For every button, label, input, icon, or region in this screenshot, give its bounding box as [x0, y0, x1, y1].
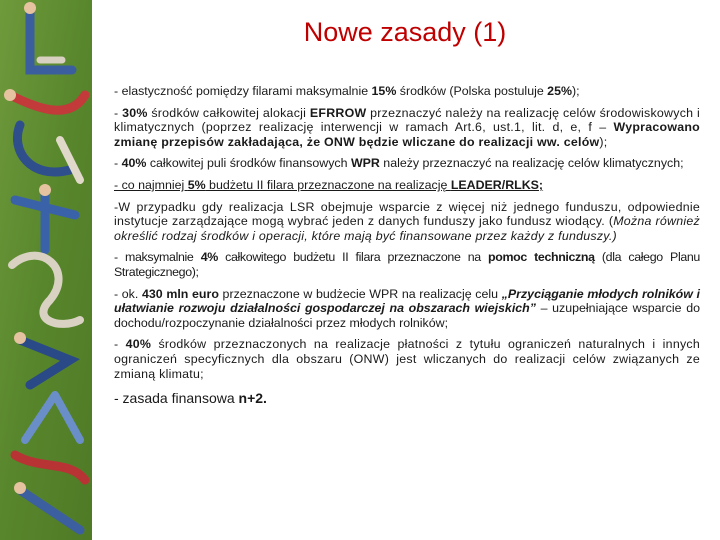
text-bold: LEADER/RLKS;	[450, 177, 544, 192]
text: przeznaczone w budżecie WPR na realizację celu	[218, 286, 502, 301]
paragraph-leader	[114, 178, 700, 193]
slide-content	[114, 84, 700, 413]
text: -	[114, 156, 122, 171]
text: – uzupełniające wsparcie do dochodu/rozpoczynanie działalności przez młodych rolników;	[114, 301, 700, 330]
text-bold: 40%	[125, 337, 152, 352]
grass-letters-illustration	[0, 0, 92, 540]
text: -W przypadku gdy realizacja LSR obejmuje wsparcie z więcej niż jednego funduszu, odpowiednie instytucje zarządzające mogą wybrać jeden z danych funduszy jako fundusz wiodący. (	[114, 199, 700, 229]
text-bold: Wypracowano zmianę przepisów zakładająca, że ONW będzie wliczane do realizacji ww. celów	[114, 120, 700, 149]
text: - elastyczność pomiędzy filarami maksymalnie	[114, 84, 372, 98]
text-bold: 4%	[200, 250, 218, 265]
slide-title: Nowe zasady (1)	[303, 17, 507, 47]
text-bold: 5%	[187, 177, 206, 192]
paragraph-lsr	[114, 200, 700, 244]
text: środków całkowitej alokacji	[147, 105, 310, 120]
text: środków (Polska postuluje	[396, 84, 548, 98]
text: należy przeznaczyć na realizację celów klimatycznych;	[379, 156, 684, 171]
text: całkowitego budżetu II filara przeznaczone na	[217, 250, 489, 265]
paragraph-technical-assistance	[114, 250, 700, 279]
text: -	[114, 105, 123, 120]
text: całkowitej puli środków finansowych	[146, 156, 351, 171]
text: przeznaczyć należy na realizację celów środowiskowych i klimatycznych (poprzez realizację interwencji w ramach Art.6, ust.1, lit. d, e, f –	[114, 105, 700, 135]
paragraph-young-farmers	[114, 287, 700, 331]
text-bold: EFRROW	[309, 105, 367, 120]
paragraph-efrrow	[114, 106, 700, 150]
text-italic: Można również określić rodzaj środków i operacji, które mają być finansowane przez każdy z funduszy.)	[114, 214, 700, 243]
text-bold: 15%	[371, 84, 397, 98]
text: - co najmniej	[114, 177, 188, 192]
paragraph-climate	[114, 156, 700, 171]
text: );	[571, 84, 580, 98]
text-bold: pomoc techniczną	[488, 250, 595, 265]
text: (dla całego Planu Strategicznego);	[114, 250, 700, 279]
text: -	[114, 337, 126, 352]
text: środków przeznaczonych na realizacje płatności z tytułu ograniczeń naturalnych i innych ograniczeń specyficznych dla obszaru (ONW) jest wliczanych do realizacji celów związanych ze zmianą klimatu;	[114, 337, 700, 381]
paragraph-onw	[114, 337, 700, 381]
text-bold-italic: „Przyciąganie młodych rolników i ułatwianie rozwoju działalności gospodarczej na obszarach wiejskich”	[114, 286, 700, 316]
text-bold: WPR	[350, 156, 380, 171]
text-bold: 40%	[121, 156, 147, 171]
paragraph-flexibility	[114, 84, 700, 99]
text: );	[599, 134, 608, 149]
text: - zasada finansowa	[114, 390, 239, 407]
text-bold: n+2.	[238, 390, 267, 407]
text: - ok.	[114, 286, 142, 301]
text: - maksymalnie	[114, 250, 201, 265]
paragraph-n-plus-2	[114, 391, 700, 406]
text-bold: 430 mln euro	[142, 286, 219, 301]
text-bold: 30%	[122, 105, 148, 120]
side-photo	[0, 0, 92, 540]
text: budżetu II filara przeznaczone na realizację	[205, 177, 451, 192]
text-bold: 25%	[547, 84, 572, 98]
